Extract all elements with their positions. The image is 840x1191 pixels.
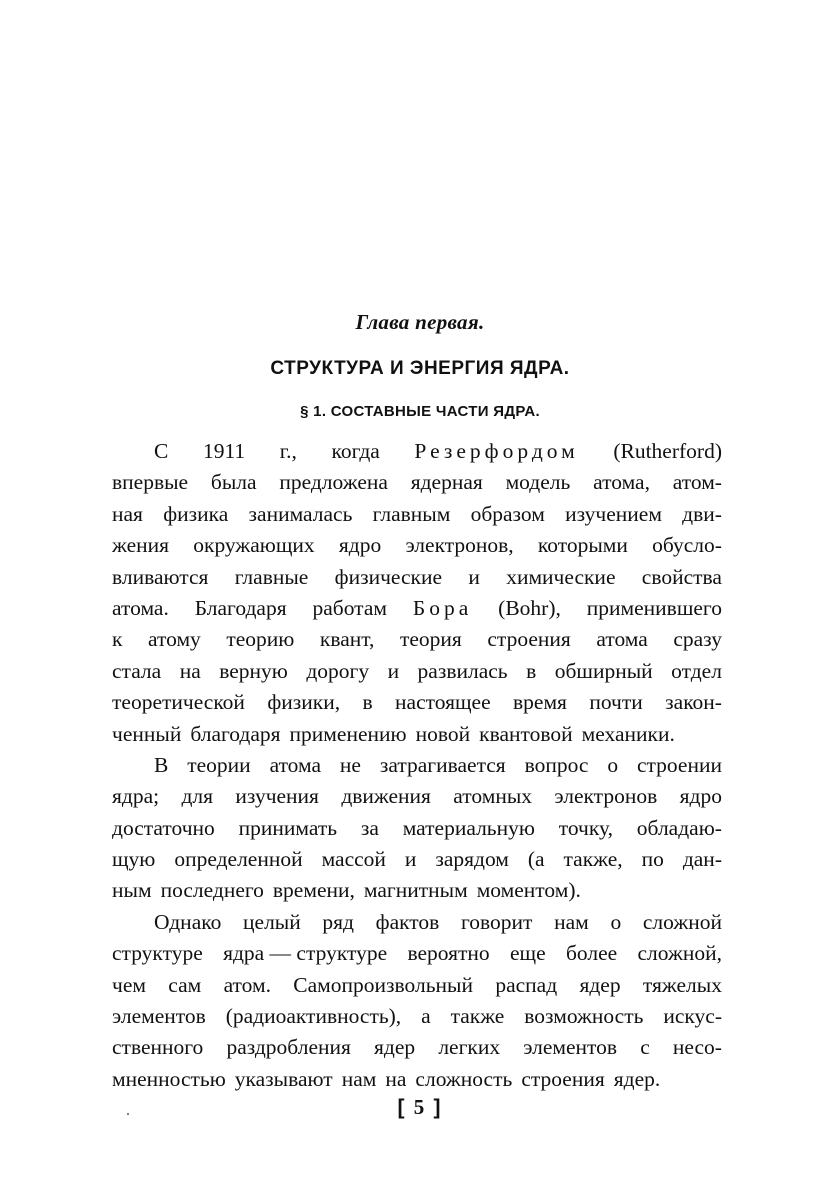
- word: время: [513, 690, 567, 715]
- word: механики.: [581, 721, 675, 746]
- text-line: [112, 436, 722, 467]
- word: сложность: [415, 1066, 513, 1091]
- word: (а: [527, 847, 545, 872]
- paragraph: [112, 907, 722, 1095]
- word: с: [640, 1035, 650, 1060]
- word: когда: [331, 439, 380, 463]
- word: более: [565, 941, 618, 966]
- text-line: [112, 499, 722, 530]
- word: а: [421, 1004, 431, 1029]
- chapter-title: СТРУКТУРА И ЭНЕРГИЯ ЯДРА.: [270, 358, 570, 379]
- word: ная: [112, 501, 143, 526]
- paragraph: [112, 750, 722, 907]
- word: химические: [506, 564, 616, 589]
- word: окружающих: [193, 533, 315, 558]
- word: работам: [312, 595, 387, 620]
- word: нам: [554, 909, 589, 934]
- word: физика: [163, 501, 229, 526]
- page-number-close-bracket: ]: [433, 1096, 443, 1119]
- word: указывают: [234, 1066, 333, 1091]
- word: жения: [112, 533, 170, 558]
- text-line: [112, 844, 722, 875]
- word: квантовой: [479, 721, 573, 746]
- text-line: [112, 781, 722, 812]
- word: стала: [112, 658, 162, 683]
- word: вопрос: [524, 752, 589, 777]
- word: электронов: [554, 784, 658, 809]
- text-line: [112, 1032, 722, 1063]
- word: обладаю-: [636, 815, 722, 840]
- word: новой: [415, 721, 471, 746]
- word: атом-: [672, 470, 722, 495]
- word: электронов,: [405, 533, 514, 558]
- word: строении: [636, 752, 722, 777]
- word: изучением: [565, 501, 662, 526]
- word: фактов: [375, 909, 440, 934]
- word: структуре: [112, 941, 203, 966]
- word: элементов: [523, 1035, 618, 1060]
- word: достаточно: [112, 815, 215, 840]
- word: образом: [470, 501, 545, 526]
- word: С: [154, 439, 169, 463]
- word: также: [450, 1004, 505, 1029]
- word: дви-: [682, 501, 722, 526]
- word: главным: [372, 501, 451, 526]
- text-line: [112, 562, 722, 593]
- word: в: [362, 690, 373, 715]
- word: мненностью: [112, 1066, 226, 1091]
- word: в: [526, 658, 537, 683]
- text-line: [112, 907, 722, 938]
- word: ственного: [112, 1035, 204, 1060]
- word: о: [607, 752, 619, 777]
- word: и: [404, 847, 417, 872]
- text-line: [112, 938, 722, 969]
- word: настоящее: [395, 690, 491, 715]
- word: 1911: [202, 439, 246, 463]
- word: атома: [269, 752, 322, 777]
- text-line: [112, 593, 722, 624]
- chapter-label: Глава первая.: [355, 310, 485, 334]
- word: по: [641, 847, 664, 872]
- word: не: [339, 752, 361, 777]
- word: развилась: [417, 658, 508, 683]
- word: атомных: [453, 784, 533, 809]
- text-line: [112, 813, 722, 844]
- word: ядро: [338, 533, 382, 558]
- word: говорит: [461, 909, 533, 934]
- word: моментом).: [476, 878, 581, 903]
- word: атом.: [223, 972, 271, 997]
- word: атома: [596, 627, 648, 652]
- word: ядра — структуре: [223, 941, 388, 966]
- word: (Bohr),: [498, 595, 561, 620]
- word: о: [610, 909, 622, 934]
- word: тяжелых: [642, 972, 722, 997]
- word: строения: [521, 1066, 605, 1091]
- word: ядро: [679, 784, 722, 809]
- word: легких: [438, 1035, 501, 1060]
- word: ченный: [112, 721, 182, 746]
- word: сложной: [642, 909, 722, 934]
- paragraph: [112, 436, 722, 750]
- page-number: [0, 1095, 840, 1120]
- word: на: [385, 1066, 407, 1091]
- word: ядер.: [613, 1066, 661, 1091]
- word: щую: [112, 847, 156, 872]
- word: теории: [187, 752, 251, 777]
- word: Самопроизвольный: [293, 972, 474, 997]
- page-number-value: 5: [413, 1095, 427, 1119]
- word: физические: [334, 564, 443, 589]
- word: ядер: [374, 1035, 416, 1060]
- text-line: [112, 719, 722, 750]
- word: массой: [321, 847, 386, 872]
- word: Резерфордом: [414, 439, 579, 463]
- word: атому: [148, 627, 201, 652]
- word: определенной: [174, 847, 303, 872]
- word: применившего: [586, 595, 722, 620]
- word: свойства: [641, 564, 722, 589]
- word: раздробления: [226, 1035, 351, 1060]
- word: еще: [510, 941, 546, 966]
- word: целый: [243, 909, 301, 934]
- word: последнего: [160, 878, 264, 903]
- word: зарядом: [435, 847, 509, 872]
- text-line: [112, 687, 722, 718]
- word: нам: [341, 1066, 377, 1091]
- word: Однако: [154, 909, 222, 934]
- word: движения: [341, 784, 431, 809]
- word: закон-: [665, 690, 722, 715]
- word: сам: [168, 972, 202, 997]
- word: и: [468, 564, 480, 589]
- word: вероятно: [407, 941, 490, 966]
- word: точку,: [558, 815, 613, 840]
- text-line: [112, 656, 722, 687]
- word: благодаря: [190, 721, 281, 746]
- word: обширный: [554, 658, 653, 683]
- word: принимать: [238, 815, 338, 840]
- word: теоретической: [112, 690, 245, 715]
- word: Бора: [412, 595, 473, 620]
- word: г.,: [279, 439, 297, 463]
- word: ряд: [322, 909, 354, 934]
- word: вливаются: [112, 564, 209, 589]
- text-line: [112, 1064, 722, 1095]
- word: материальную: [402, 815, 535, 840]
- text-line: [112, 624, 722, 655]
- word: чем: [112, 972, 146, 997]
- word: применению: [289, 721, 407, 746]
- word: также,: [563, 847, 623, 872]
- word: модель: [505, 470, 571, 495]
- word: строения: [487, 627, 571, 652]
- word: ным: [112, 878, 152, 903]
- word: элементов: [112, 1004, 206, 1029]
- word: была: [210, 470, 257, 495]
- word: ядра;: [112, 784, 160, 809]
- word: возможность: [524, 1004, 644, 1029]
- text-line: [112, 970, 722, 1001]
- word: сложной,: [637, 941, 722, 966]
- word: отдел: [671, 658, 722, 683]
- word: к: [112, 627, 123, 652]
- body-text: [112, 436, 722, 1095]
- word: и: [387, 658, 400, 683]
- word: времени,: [272, 878, 355, 903]
- word: предложена: [279, 470, 388, 495]
- word: дан-: [682, 847, 722, 872]
- word: сразу: [673, 627, 722, 652]
- word: верную: [219, 658, 288, 683]
- word: (Rutherford): [613, 439, 722, 463]
- word: которыми: [537, 533, 628, 558]
- page-number-open-bracket: [: [397, 1096, 407, 1119]
- text-line: [112, 530, 722, 561]
- word: распад: [495, 972, 558, 997]
- word: атома,: [593, 470, 650, 495]
- word: теорию: [226, 627, 295, 652]
- word: несо-: [672, 1035, 722, 1060]
- word: изучения: [235, 784, 319, 809]
- word: ядерная: [410, 470, 483, 495]
- word: теория: [399, 627, 462, 652]
- word: атома.: [112, 595, 169, 620]
- word: обусло-: [652, 533, 722, 558]
- word: Благодаря: [194, 595, 287, 620]
- word: для: [181, 784, 214, 809]
- text-line: [112, 750, 722, 781]
- word: ядер: [579, 972, 621, 997]
- section-title: § 1. СОСТАВНЫЕ ЧАСТИ ЯДРА.: [300, 403, 540, 420]
- word: за: [360, 815, 379, 840]
- text-line: [112, 875, 722, 906]
- word: на: [179, 658, 201, 683]
- word: впервые: [112, 470, 189, 495]
- word: дорогу: [306, 658, 370, 683]
- word: искус-: [663, 1004, 722, 1029]
- text-line: [112, 467, 722, 498]
- text-line: [112, 1001, 722, 1032]
- word: почти: [589, 690, 643, 715]
- word: квант,: [319, 627, 375, 652]
- word: (радиоактивность),: [225, 1004, 402, 1029]
- word: физики,: [267, 690, 341, 715]
- word: магнитным: [363, 878, 468, 903]
- word: главные: [234, 564, 309, 589]
- word: В: [154, 752, 169, 777]
- word: занималась: [248, 501, 353, 526]
- word: затрагивается: [379, 752, 506, 777]
